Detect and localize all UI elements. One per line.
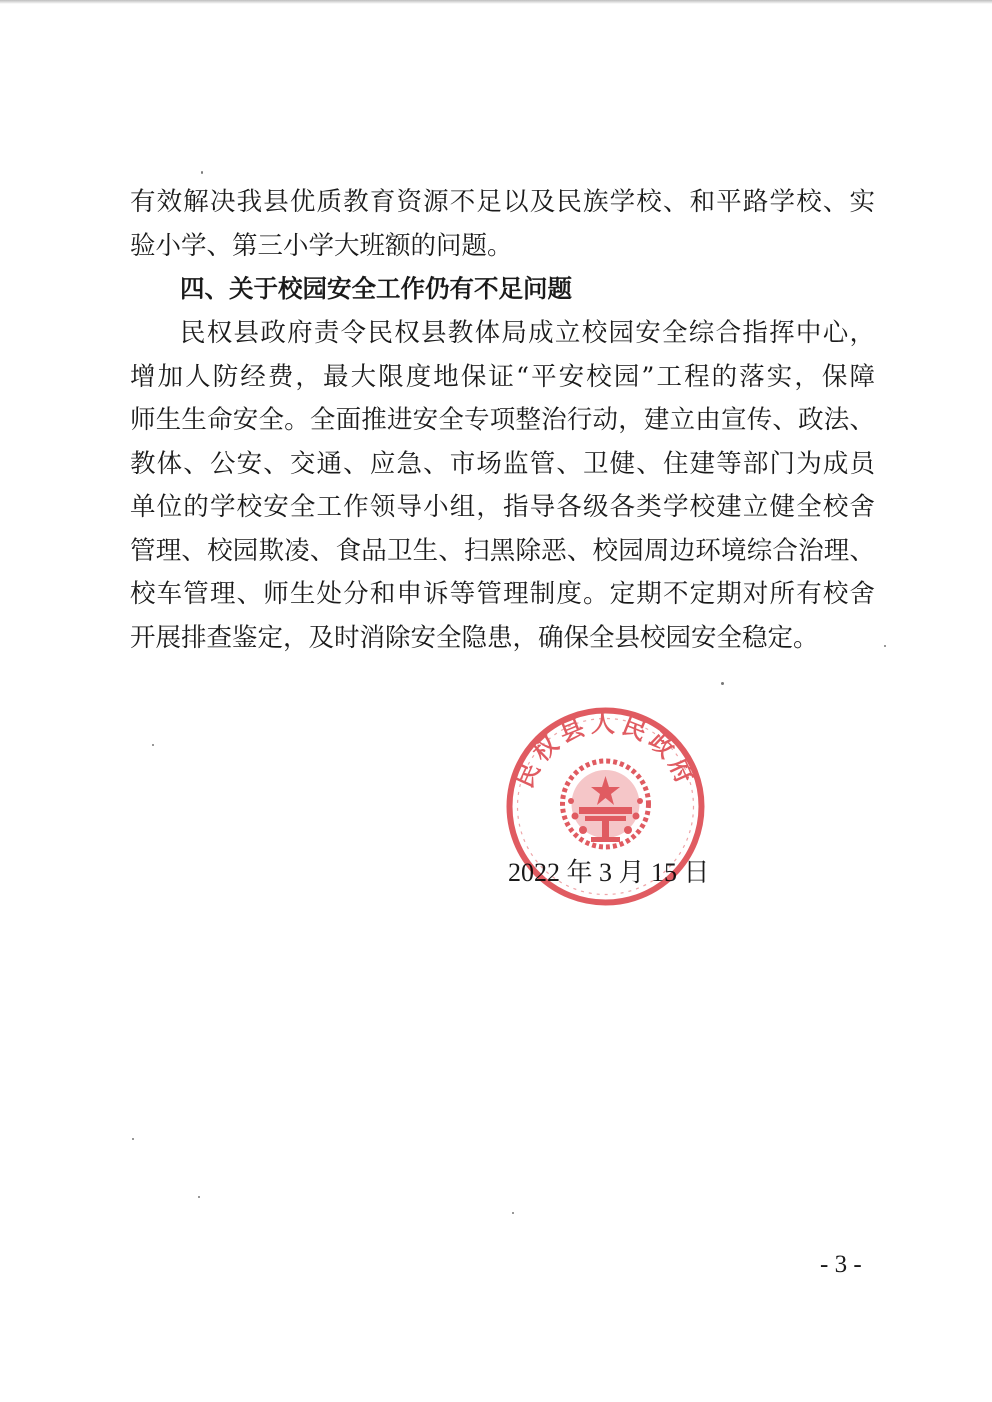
- page-number: - 3 -: [820, 1251, 862, 1278]
- paragraph-1-line-2: 验小学、第三小学大班额的问题。: [130, 231, 513, 261]
- seal-text: 民权县人民政府: [510, 709, 701, 793]
- paragraph-2-line-1: 民权县政府责令民权县教体局成立校园安全综合指挥中心，: [180, 318, 875, 348]
- scan-speck: [884, 645, 886, 647]
- paragraph-1-line-1: 有效解决我县优质教育资源不足以及民族学校、和平路学校、实: [130, 187, 875, 217]
- paragraph-2-line-3: 师生生命安全。全面推进安全专项整治行动，建立由宣传、政法、: [130, 405, 875, 435]
- paragraph-2-line-7: 校车管理、师生处分和申诉等管理制度。定期不定期对所有校舍: [130, 579, 875, 609]
- scan-speck: [721, 682, 724, 685]
- signature-date: 2022 年 3 月 15 日: [508, 858, 710, 887]
- paragraph-2-line-2: 增加人防经费，最大限度地保证“平安校园”工程的落实，保障: [130, 362, 875, 392]
- section-heading: 四、关于校园安全工作仍有不足问题: [180, 274, 572, 303]
- scan-speck: [132, 1138, 134, 1140]
- scan-speck: [198, 1196, 200, 1198]
- paragraph-2-line-4: 教体、公安、交通、应急、市场监管、卫健、住建等部门为成员: [130, 449, 875, 479]
- paragraph-2-line-5: 单位的学校安全工作领导小组，指导各级各类学校建立健全校舍: [130, 492, 875, 522]
- official-seal: [503, 704, 708, 909]
- scan-speck: [152, 744, 154, 746]
- scan-speck: [201, 171, 203, 174]
- paragraph-2-line-6: 管理、校园欺凌、食品卫生、扫黑除恶、校园周边环境综合治理、: [130, 536, 875, 566]
- national-emblem-icon: [563, 761, 649, 847]
- paragraph-2-line-8: 开展排查鉴定，及时消除安全隐患，确保全县校园安全稳定。: [130, 623, 819, 653]
- scan-speck: [512, 1212, 514, 1214]
